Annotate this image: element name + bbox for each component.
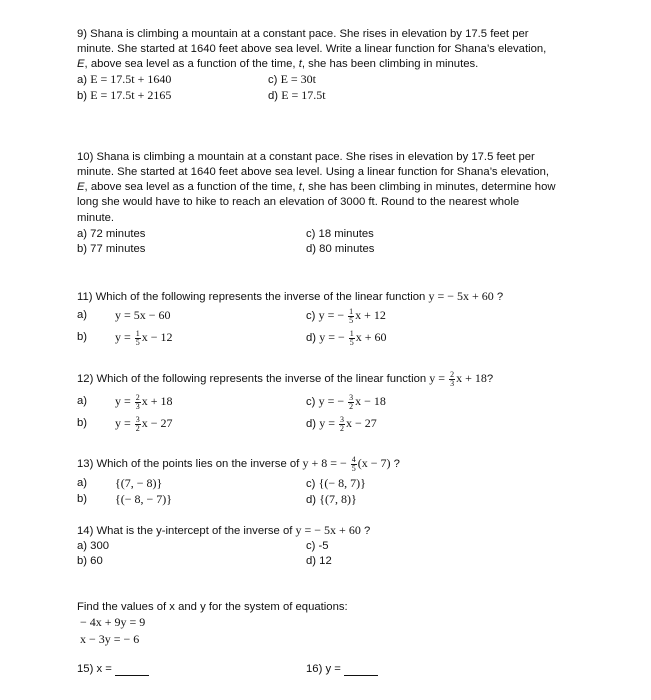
q10-line-5: minute. — [77, 212, 115, 224]
q10-option-b: b) 77 minutes — [77, 243, 146, 255]
q9-option-d: d) E = 17.5t — [268, 88, 326, 102]
q9-option-a: a) E = 17.5t + 1640 — [77, 72, 172, 86]
q11-label-a: a) — [77, 309, 88, 321]
q10-option-a: a) 72 minutes — [77, 228, 146, 240]
q10-line-4: long she would have to hike to reach an elevation of 3000 ft. Round to the nearest whole — [77, 196, 520, 208]
system-equation-2: x − 3y = − 6 — [80, 632, 140, 646]
q14-stem: 14) What is the y-intercept of the inverse of y = − 5x + 60 ? — [77, 523, 371, 537]
q11-option-c: c) y = − $\frac{1}{5}$ x + 12 — [306, 306, 386, 325]
q12-option-c: c) y = − $\frac{3}{2}$ x − 18 — [306, 392, 386, 411]
q11-label-b: b) — [77, 331, 88, 343]
q16-answer[interactable]: 16) y = — [306, 662, 378, 676]
q10-line-2: minute. She started at 1640 feet above sea level. Using a linear function for Shana’s elevation, — [77, 166, 550, 178]
q11-option-d: d) y = − $\frac{1}{5}$ x + 60 — [306, 328, 387, 347]
q11-option-b: y = $\frac{1}{5}$ x − 12 — [115, 328, 173, 347]
q14-option-d: d) 12 — [306, 555, 332, 567]
system-equation-1: − 4x + 9y = 9 — [80, 615, 146, 629]
system-prompt: Find the values of x and y for the system of equations: — [77, 601, 348, 613]
q14-option-a: a) 300 — [77, 540, 110, 552]
q13-option-c: c) {(− 8, 7)} — [306, 476, 366, 490]
q13-option-b: {(− 8, − 7)} — [115, 492, 173, 506]
q10-line-1: 10) Shana is climbing a mountain at a constant pace. She rises in elevation by 17.5 feet per — [77, 151, 535, 163]
q9-option-b: b) E = 17.5t + 2165 — [77, 88, 172, 102]
q14-option-c: c) -5 — [306, 540, 329, 552]
q9-option-c: c) E = 30t — [268, 72, 316, 86]
q15-answer[interactable]: 15) x = — [77, 662, 149, 676]
q9-line-2: minute. She started at 1640 feet above sea level. Write a linear function for Shana’s elevation, — [77, 43, 547, 55]
q9-line-3: E, above sea level as a function of the time, t, she has been climbing in minutes. — [77, 58, 479, 70]
q12-option-b: y = $\frac{3}{2}$ x − 27 — [115, 414, 173, 433]
q13-label-b: b) — [77, 493, 88, 505]
q11-stem: 11) Which of the following represents the inverse of the linear function y = − 5x + 60 ? — [77, 289, 504, 303]
q12-stem: 12) Which of the following represents the inverse of the linear function y = $\frac{2}{3}$ x + 18? — [77, 369, 494, 388]
q13-stem: 13) Which of the points lies on the inverse of y + 8 = − $\frac{4}{5}$ (x − 7) ? — [77, 454, 400, 473]
q12-label-b: b) — [77, 417, 88, 429]
q13-option-d: d) {(7, 8)} — [306, 492, 357, 506]
q14-option-b: b) 60 — [77, 555, 103, 567]
q10-line-3: E, above sea level as a function of the time, t, she has been climbing in minutes, determine how — [77, 181, 556, 193]
q15-answer-blank[interactable] — [115, 664, 149, 676]
q13-label-a: a) — [77, 477, 88, 489]
q16-answer-blank[interactable] — [344, 664, 378, 676]
q12-option-d: d) y = $\frac{3}{2}$ x − 27 — [306, 414, 377, 433]
q13-option-a: {(7, − 8)} — [115, 476, 163, 490]
q12-label-a: a) — [77, 395, 88, 407]
q9-line-1: 9) Shana is climbing a mountain at a constant pace. She rises in elevation by 17.5 feet per — [77, 28, 529, 40]
q12-option-a: y = $\frac{2}{3}$ x + 18 — [115, 392, 173, 411]
q10-option-d: d) 80 minutes — [306, 243, 375, 255]
q11-option-a: y = 5x − 60 — [115, 308, 171, 322]
q10-option-c: c) 18 minutes — [306, 228, 374, 240]
